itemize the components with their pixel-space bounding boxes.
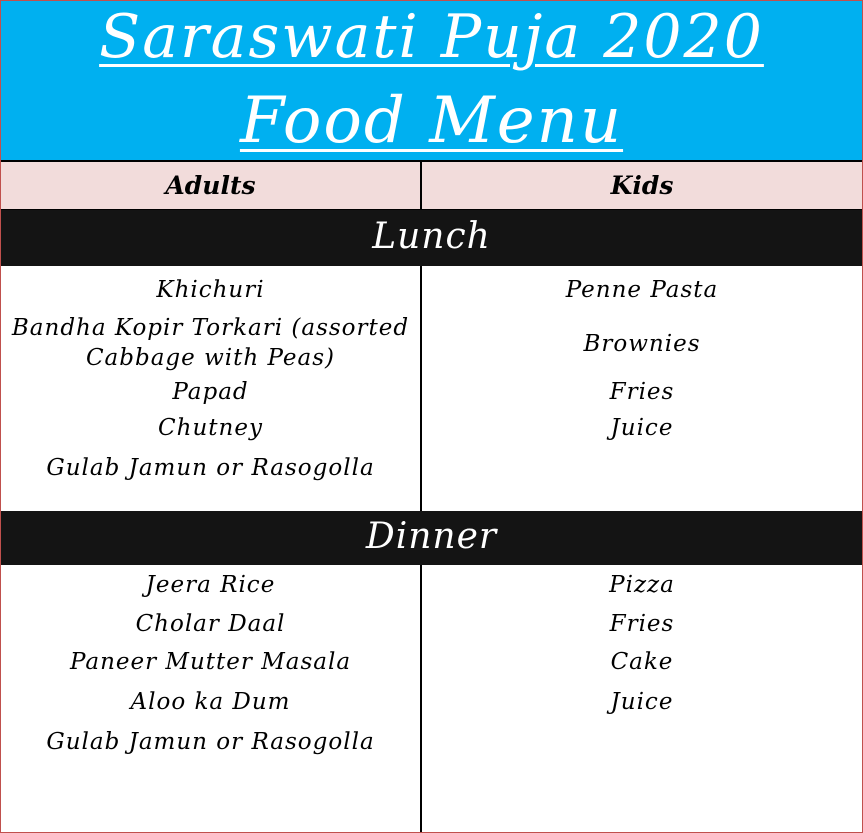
lunch-adults-column xyxy=(1,266,422,511)
column-header-adults: Adults xyxy=(1,162,422,210)
menu-item: Pizza xyxy=(609,572,675,598)
menu-item: Penne Pasta xyxy=(565,277,719,303)
menu-item: Juice xyxy=(610,689,674,715)
menu-item: Juice xyxy=(610,415,674,441)
menu-item: Khichuri xyxy=(156,277,265,303)
dinner-kids-column xyxy=(422,565,862,832)
title-banner xyxy=(1,1,862,162)
menu-item: Aloo ka Dum xyxy=(130,689,291,715)
menu-item: Cake xyxy=(610,649,674,675)
menu-item: Gulab Jamun or Rasogolla xyxy=(46,455,375,481)
menu-title-line-2: Food Menu xyxy=(239,84,624,158)
menu-title-line-1: Saraswati Puja 2020 xyxy=(99,2,764,72)
menu-item: Gulab Jamun or Rasogolla xyxy=(46,729,375,755)
menu-item: Brownies xyxy=(583,331,701,357)
menu-item: Jeera Rice xyxy=(145,572,276,598)
menu-item: Bandha Kopir Torkari (assorted Cabbage with Peas) xyxy=(11,315,410,371)
menu-item: Fries xyxy=(609,379,675,405)
menu-item: Fries xyxy=(609,611,675,637)
section-header-dinner: Dinner xyxy=(1,511,862,565)
dinner-adults-column xyxy=(1,565,422,832)
menu-item: Papad xyxy=(172,379,249,405)
menu-item: Cholar Daal xyxy=(135,611,286,637)
menu-item: Paneer Mutter Masala xyxy=(69,649,352,675)
lunch-kids-column xyxy=(422,266,862,511)
section-header-lunch: Lunch xyxy=(1,210,862,266)
menu-item: Chutney xyxy=(158,415,263,441)
column-header-kids: Kids xyxy=(422,162,862,210)
